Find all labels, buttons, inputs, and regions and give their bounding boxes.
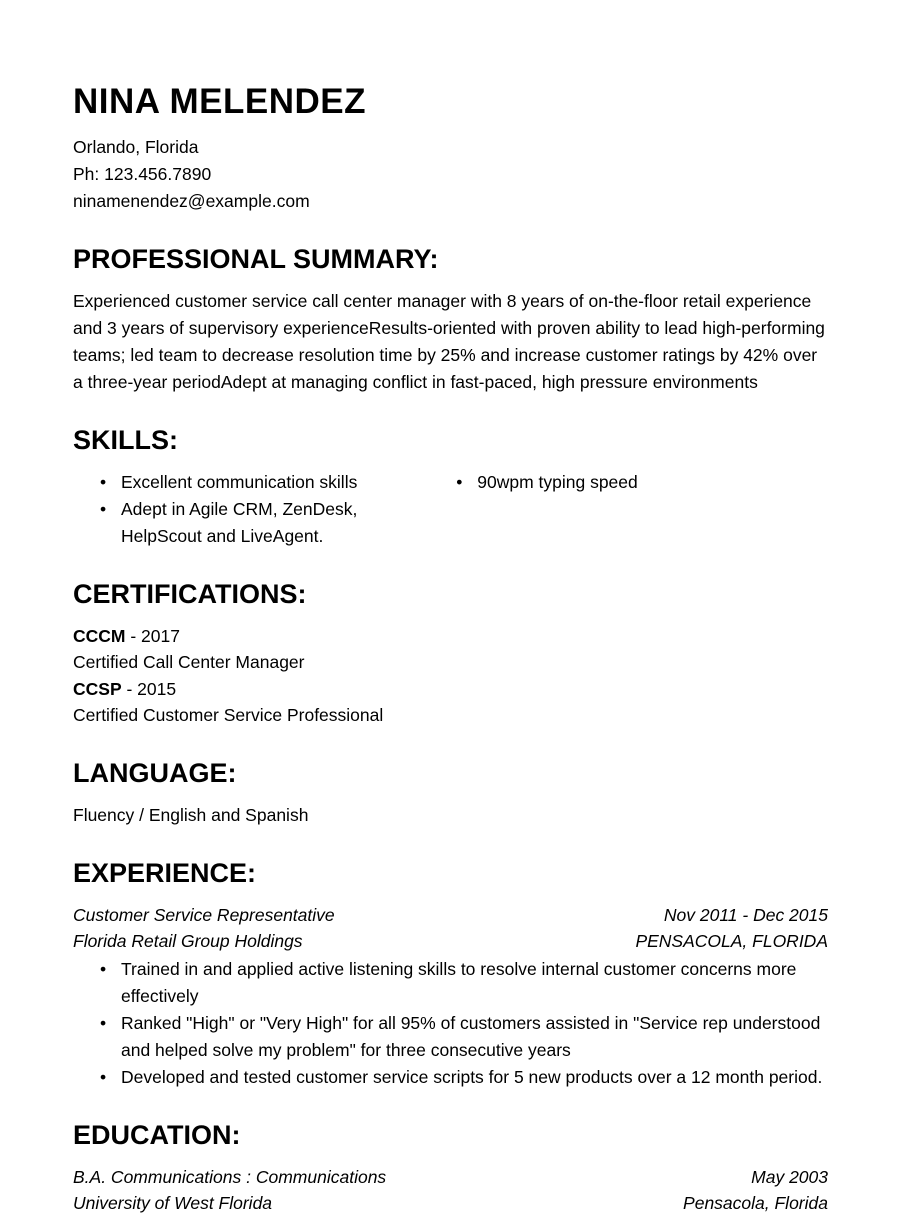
section-professional-summary [73, 244, 828, 396]
certification-abbr: CCSP [73, 678, 122, 699]
degree-name: B.A. Communications : Communications [73, 1166, 387, 1187]
skill-item: • 90wpm typing speed [452, 469, 828, 496]
section-certifications [73, 579, 828, 729]
school-location: Pensacola, Florida [683, 1193, 828, 1214]
certifications-heading: CERTIFICATIONS: [73, 578, 307, 609]
skill-item: • Excellent communication skills [96, 469, 429, 496]
skill-item: • Adept in Agile CRM, ZenDesk, HelpScout and LiveAgent. [96, 496, 429, 550]
education-school-row [73, 1190, 828, 1217]
certification-abbr-line [73, 676, 828, 703]
resume-header [73, 83, 828, 215]
company-location: PENSACOLA, FLORIDA [635, 931, 828, 952]
certification-year: - 2017 [125, 625, 180, 646]
experience-bullet: • Ranked "High" or "Very High" for all 95% of customers assisted in "Service rep understood and helped solve my problem" for three consecutive years [96, 1010, 828, 1064]
certification-abbr: CCCM [73, 625, 126, 646]
experience-bullet-list [96, 956, 828, 1091]
experience-heading: EXPERIENCE: [73, 857, 257, 888]
experience-bullet: • Developed and tested customer service scripts for 5 new products over a 12 month period. [96, 1064, 828, 1091]
certification-title: Certified Call Center Manager [73, 652, 305, 673]
candidate-name: NINA MELENDEZ [73, 82, 366, 121]
language-text: Fluency / English and Spanish [73, 804, 309, 825]
school-name: University of West Florida [73, 1193, 273, 1214]
section-language [73, 758, 828, 829]
section-experience [73, 858, 828, 1091]
candidate-phone: Ph: 123.456.7890 [73, 163, 212, 184]
candidate-location: Orlando, Florida [73, 136, 199, 157]
summary-heading: PROFESSIONAL SUMMARY: [73, 243, 439, 274]
section-education [73, 1120, 828, 1217]
skills-column-1 [96, 469, 429, 550]
graduation-date: May 2003 [751, 1166, 828, 1187]
candidate-email: ninamenendez@example.com [73, 190, 310, 211]
skills-heading: SKILLS: [73, 424, 178, 455]
education-degree-row [73, 1164, 828, 1191]
certification-year: - 2015 [121, 678, 177, 699]
skills-columns [73, 469, 828, 550]
company-name: Florida Retail Group Holdings [73, 931, 303, 952]
job-title: Customer Service Representative [73, 904, 335, 925]
job-dates: Nov 2011 - Dec 2015 [663, 904, 828, 925]
experience-company-row [73, 928, 828, 955]
education-heading: EDUCATION: [73, 1119, 241, 1150]
certification-abbr-line [73, 623, 828, 650]
language-heading: LANGUAGE: [73, 757, 237, 788]
section-skills [73, 425, 828, 550]
certification-title: Certified Customer Service Professional [73, 705, 384, 726]
experience-title-row [73, 902, 828, 929]
experience-bullet: • Trained in and applied active listening skills to resolve internal customer concerns more effectively [96, 956, 828, 1010]
skills-column-2 [452, 469, 828, 550]
summary-text: Experienced customer service call center manager with 8 years of on-the-floor retail experience and 3 years of supervisory experienceResults-oriented with proven ability to lead high-performing teams; led team to decrease resolution time by 25% and increase customer ratings by 42% over a three-year periodAdept at managing conflict in fast-paced, high pressure environments [73, 290, 825, 392]
